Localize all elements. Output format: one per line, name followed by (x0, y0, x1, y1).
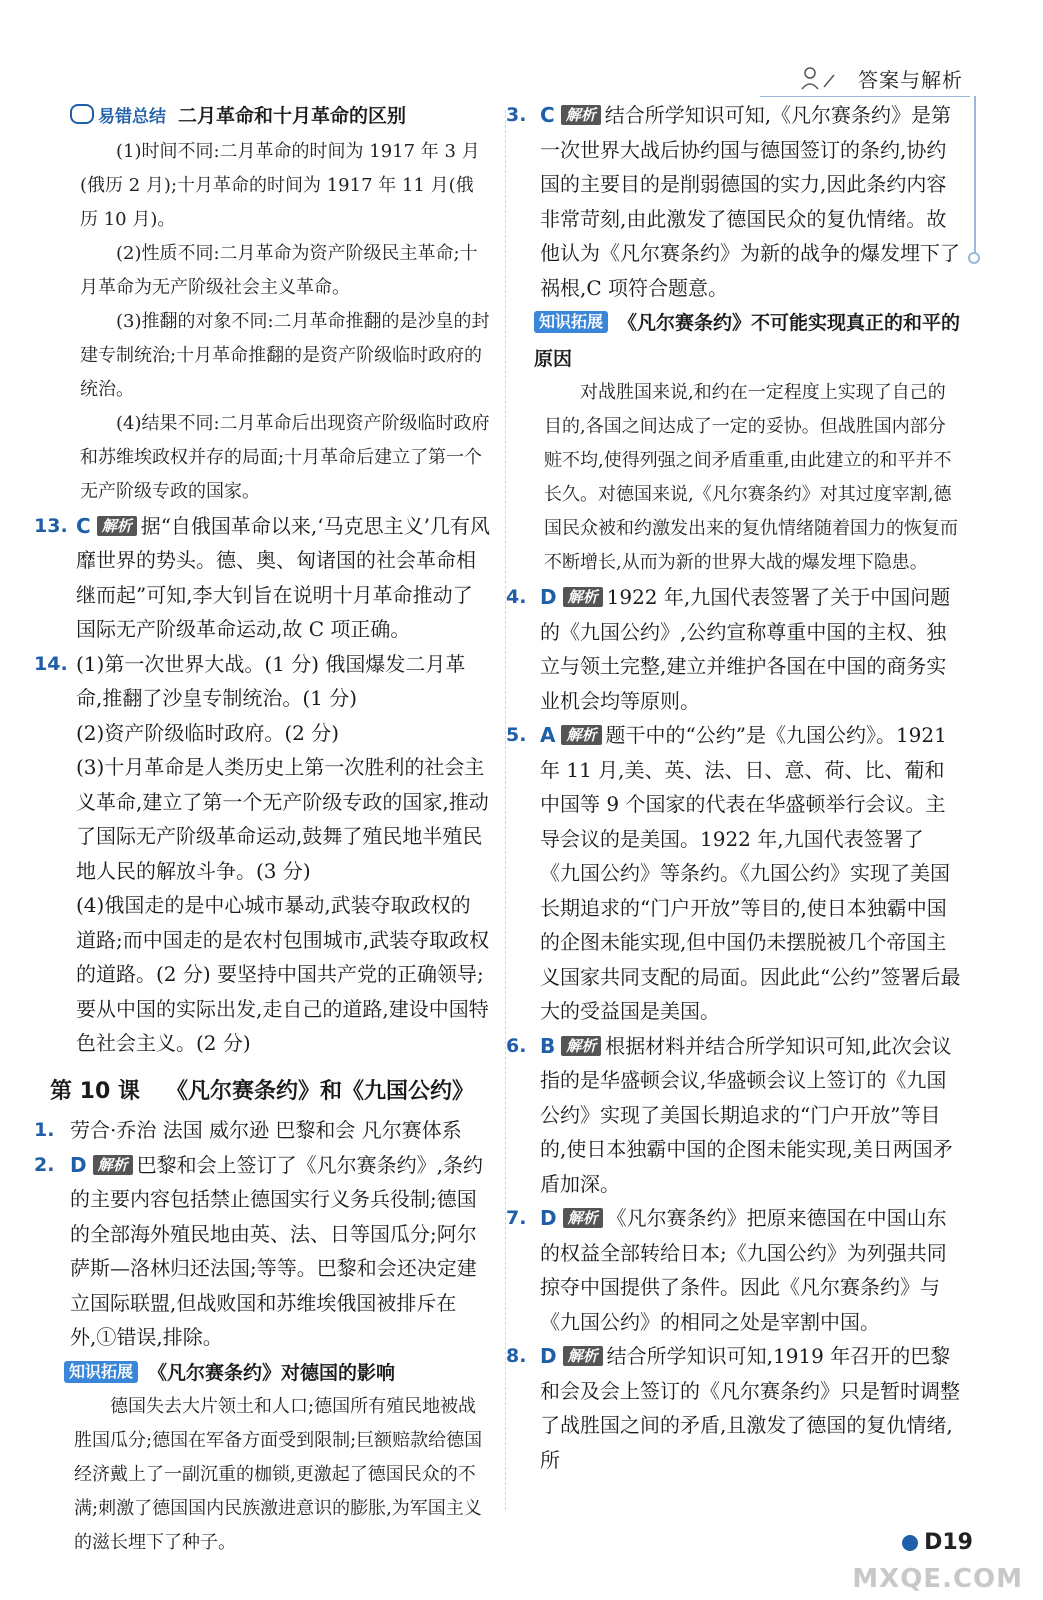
error-point-3: (3)推翻的对象不同:二月革命推翻的是沙皇的封建专制统治;十月革命推翻的是资产阶级临时政府的统治。 (80, 310, 490, 400)
question-number: 3. (506, 104, 527, 126)
analysis-tag: 解析 (561, 725, 601, 745)
question-number: 7. (506, 1207, 527, 1229)
extension-tag: 知识拓展 (534, 311, 608, 333)
analysis-text: 巴黎和会上签订了《凡尔赛条约》,条约的主要内容包括禁止德国实行义务兵役制;德国的全部海外殖民地由英、法、日等国瓜分;阿尔萨斯—洛林归还法国;等等。巴黎和会还决定建立国际联盟,但战败国和苏维埃俄国被排斥在外,①错误,排除。 (70, 1152, 483, 1349)
analysis-tag: 解析 (563, 1346, 603, 1366)
answer-letter: B (540, 1033, 556, 1058)
right-column (506, 98, 962, 1477)
answer-letter: D (540, 1344, 557, 1368)
extension-text: 德国失去大片领土和人口;德国所有殖民地被战胜国瓜分;德国在军备方面受到限制;巨额赔款给德国经济戴上了一副沉重的枷锁,更激起了德国民众的不满;刺激了德国国内民族激进意识的膨胀,为军国主义的滋长埋下了种子。 (74, 1396, 483, 1553)
margin-bracket (968, 96, 976, 256)
question-6 (506, 1029, 962, 1202)
page-number: D19 (902, 1530, 973, 1555)
analysis-text: 《凡尔赛条约》把原来德国在中国山东的权益全部转给日本;《九国公约》为列强共同掠夺中国提供了条件。因此《凡尔赛条约》与《九国公约》的相同之处是宰割中国。 (540, 1206, 947, 1334)
question-number: 13. (34, 514, 68, 537)
answer-letter: D (540, 1206, 557, 1230)
extension-text: 对战胜国来说,和约在一定程度上实现了自己的目的,各国之间达成了一定的妥协。但战胜国内部分赃不均,使得列强之间矛盾重重,由此建立的和平并不长久。对德国来说,《凡尔赛条约》对其过度宰割,德国民众被和约激发出来的复仇情绪随着国力的恢复而不断增长,从而为新的世界大战的爆发埋下隐患。 (544, 382, 958, 573)
question-number: 1. (34, 1119, 55, 1141)
column-divider (505, 110, 506, 1510)
error-summary-tag: 易错总结 (70, 100, 166, 135)
answer-text: 劳合·乔治 法国 威尔逊 巴黎和会 凡尔赛体系 (70, 1118, 462, 1142)
question-number: 5. (506, 724, 527, 746)
answer-part-1: (1)第一次世界大战。(1 分) 俄国爆发二月革命,推翻了沙皇专制统治。(1 分) (76, 651, 466, 710)
lesson-label: 第 10 课 (50, 1078, 140, 1104)
extension-title: 《凡尔赛条约》不可能实现真正的和平的原因 (534, 312, 961, 370)
question-3 (506, 98, 962, 305)
analysis-text: 根据材料并结合所学知识可知,此次会议指的是华盛顿会议,华盛顿会议上签订的《九国公约》实现了美国长期追求的“门户开放”等目的,使日本独霸中国的企图未能实现,美日两国矛盾加深。 (540, 1033, 953, 1196)
analysis-text: 结合所学知识可知,《凡尔赛条约》是第一次世界大战后协约国与德国签订的条约,协约国的主要目的是削弱德国的实力,因此条约内容非常苛刻,由此激发了德国民众的复仇情绪。故他认为《凡尔赛条约》为新的战争的爆发埋下了祸根,C 项符合题意。 (540, 103, 960, 300)
error-summary-title: 二月革命和十月革命的区别 (178, 105, 407, 127)
question-number: 6. (506, 1034, 527, 1057)
page-dot-icon (902, 1535, 918, 1551)
answer-letter: A (540, 723, 556, 747)
analysis-tag: 解析 (563, 587, 603, 607)
question-5 (506, 718, 962, 1029)
extension-title: 《凡尔赛条约》对德国的影响 (148, 1361, 396, 1384)
answer-letter: D (70, 1152, 87, 1177)
doodle-icon (798, 63, 838, 93)
question-number: 2. (34, 1153, 55, 1176)
answer-part-3: (3)十月革命是人类历史上第一次胜利的社会主义革命,建立了第一个无产阶级专政的国家,推动了国际无产阶级革命运动,鼓舞了殖民地半殖民地人民的解放斗争。(3 分) (76, 755, 489, 883)
analysis-text: 结合所学知识可知,1919 年召开的巴黎和会及会上签订的《凡尔赛条约》只是暂时调整了战胜国之间的矛盾,且激发了德国的复仇情绪,所 (540, 1344, 960, 1472)
question-number: 14. (34, 652, 68, 675)
analysis-tag: 解析 (561, 1036, 601, 1056)
header-rule (760, 96, 970, 97)
analysis-tag: 解析 (561, 105, 601, 125)
question-14 (34, 647, 490, 1061)
answer-part-2: (2)资产阶级临时政府。(2 分) (76, 720, 340, 745)
question-8 (506, 1339, 962, 1477)
error-point-4: (4)结果不同:二月革命后出现资产阶级临时政府和苏维埃政权并存的局面;十月革命后建立了第一个无产阶级专政的国家。 (80, 412, 490, 502)
answer-part-4: (4)俄国走的是中心城市暴动,武装夺取政权的道路;而中国走的是农村包围城市,武装夺取政权的道路。(2 分) 要坚持中国共产党的正确领导;要从中国的实际出发,走自己的道路,建设中国特色社会主义。(2 分) (76, 893, 490, 1055)
analysis-text: 1922 年,九国代表签署了关于中国问题的《九国公约》,公约宣称尊重中国的主权、独立与领土完整,建立并维护各国在中国的商务实业机会均等原则。 (540, 585, 951, 713)
error-summary (40, 98, 490, 509)
question-1 (34, 1113, 490, 1148)
answer-letter: D (540, 585, 557, 609)
answer-letter: C (540, 103, 555, 127)
page-header (798, 58, 963, 98)
question-2 (34, 1148, 490, 1355)
question-13 (34, 509, 490, 647)
answer-letter: C (76, 513, 91, 538)
question-7 (506, 1201, 962, 1339)
watermark: MXQE.COM (852, 1564, 1023, 1594)
knowledge-extension-2 (510, 305, 962, 580)
analysis-text: 据“自俄国革命以来,‘马克思主义’几有风靡世界的势头。德、奥、匈诸国的社会革命相继而起”可知,李大钊旨在说明十月革命推动了国际无产阶级革命运动,故 C 项正确。 (76, 513, 490, 641)
lesson-heading (50, 1075, 490, 1110)
knowledge-extension-1 (40, 1355, 490, 1561)
question-number: 4. (506, 586, 527, 608)
analysis-tag: 解析 (563, 1208, 603, 1228)
glasses-icon (70, 104, 94, 124)
lesson-title: 《凡尔赛条约》和《九国公约》 (165, 1078, 474, 1104)
question-4 (506, 580, 962, 718)
analysis-tag: 解析 (93, 1155, 133, 1175)
extension-tag: 知识拓展 (64, 1361, 138, 1383)
analysis-text: 题干中的“公约”是《九国公约》。1921 年 11 月,美、英、法、日、意、荷、比、葡和中国等 9 个国家的代表在华盛顿举行会议。主导会议的是美国。1922 年,九国代表签署了《九国公约》等条约。《九国公约》实现了美国长期追求的“门户开放”等目的,使日本独霸中国的企图未能实现,但中国仍未摆脱被几个帝国主义国家共同支配的局面。因此此“公约”签署后最大的受益国是美国。 (540, 723, 961, 1023)
error-point-1: (1)时间不同:二月革命的时间为 1917 年 3 月(俄历 2 月);十月革命的时间为 1917 年 11 月(俄历 10 月)。 (80, 140, 480, 230)
left-column (34, 98, 490, 1560)
error-point-2: (2)性质不同:二月革命为资产阶级民主革命;十月革命为无产阶级社会主义革命。 (80, 242, 478, 298)
question-number: 8. (506, 1345, 527, 1367)
analysis-tag: 解析 (97, 516, 137, 536)
header-title: 答案与解析 (858, 67, 963, 92)
